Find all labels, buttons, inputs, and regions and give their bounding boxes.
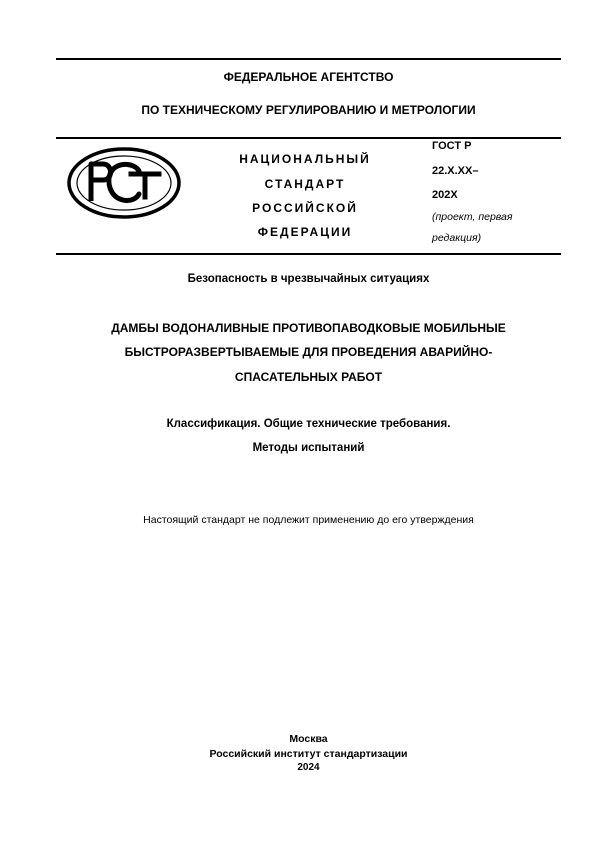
publisher-name: Российский институт стандартизации [209,748,408,760]
document-title-line-3: СПАСАТЕЛЬНЫХ РАБОТ [234,370,383,384]
standard-designation-number: 22.Х.ХХ– [432,165,479,177]
document-title-line-2: БЫСТРОРАЗВЕРТЫВАЕМЫЕ ДЛЯ ПРОВЕДЕНИЯ АВАРИЙНО- [124,345,493,359]
publication-year: 2024 [297,762,320,773]
subject-area: Безопасность в чрезвычайных ситуациях [187,273,430,285]
document-subtitle-line-2: Методы испытаний [252,442,365,454]
approval-notice: Настоящий стандарт не подлежит применению до его утверждения [143,514,474,526]
rst-gost-emblem-icon [67,147,181,219]
draft-note-line-2: редакция) [432,232,482,244]
rst-emblem-graphic [67,147,181,219]
publication-city: Москва [289,733,328,745]
header-bottom-divider [56,253,561,255]
agency-name-line-1: ФЕДЕРАЛЬНОЕ АГЕНТСТВО [223,70,394,84]
draft-note-line-1: (проект, первая [432,211,513,223]
document-subtitle-line-1: Классификация. Общие технические требования. [166,418,451,430]
national-standard-line-1: НАЦИОНАЛЬНЫЙ [239,152,371,166]
national-standard-line-2: СТАНДАРТ [264,177,346,191]
national-standard-line-3: РОССИЙСКОЙ [252,201,358,215]
national-standard-line-4: ФЕДЕРАЦИИ [257,225,353,239]
standard-designation-year: 202Х [432,189,458,201]
standard-designation-prefix: ГОСТ Р [432,140,472,152]
agency-name-line-2: ПО ТЕХНИЧЕСКОМУ РЕГУЛИРОВАНИЮ И МЕТРОЛОГИИ [141,103,476,117]
document-title-line-1: ДАМБЫ ВОДОНАЛИВНЫЕ ПРОТИВОПАВОДКОВЫЕ МОБИЛЬНЫЕ [111,321,506,335]
top-divider [56,58,561,60]
header-divider [56,137,561,139]
